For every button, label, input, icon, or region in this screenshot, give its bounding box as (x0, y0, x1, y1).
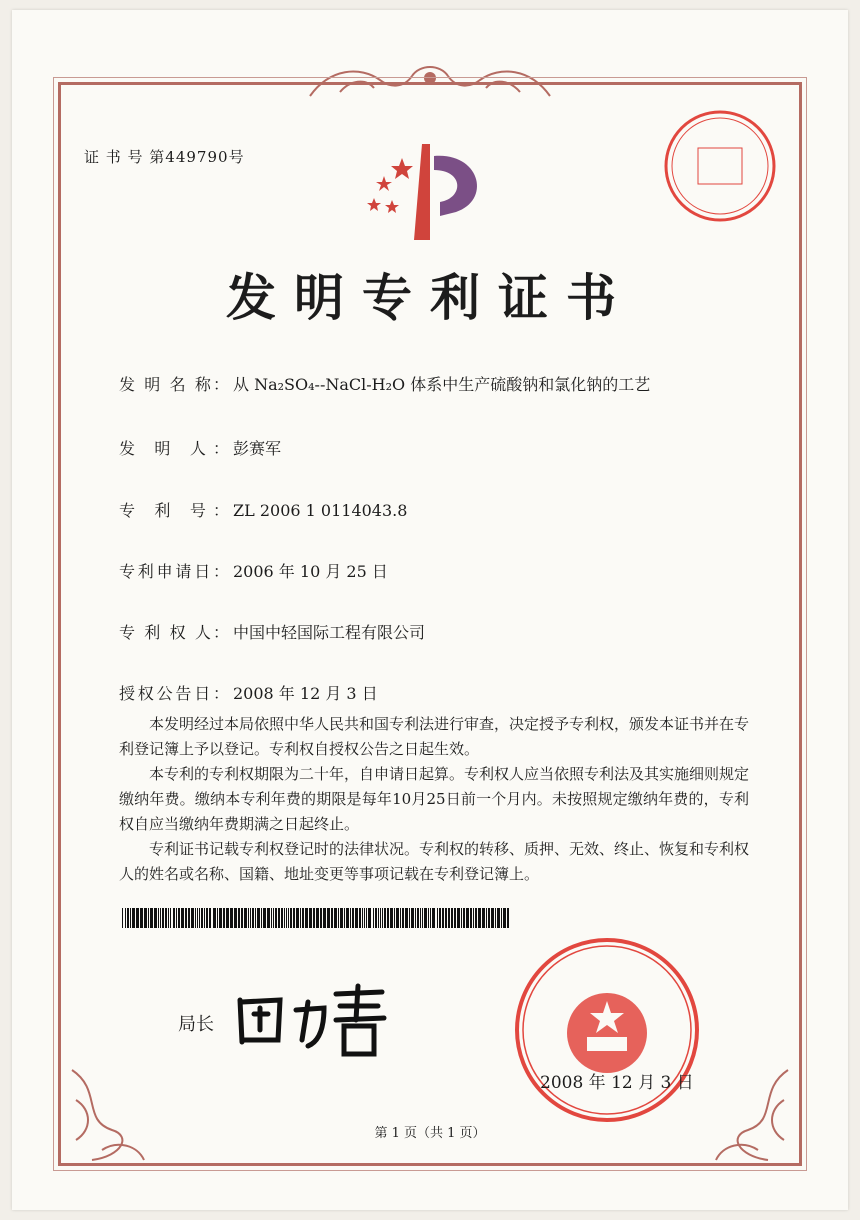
page-number: 第 1 页（共 1 页） (374, 1126, 486, 1141)
body-paragraph: 本发明经过本局依照中华人民共和国专利法进行审查，决定授予专利权，颁发本证书并在专利登记簿上予以登记。专利权自授权公告之日起生效。 (119, 715, 750, 758)
body-paragraph: 本专利的专利权期限为二十年，自申请日起算。专利权人应当依照专利法及其实施细则规定缴纳年费。缴纳本专利年费的期限是每年10月25日前一个月内。未按照规定缴纳年费的，专利权自应当缴纳年费期满之日起终止。 (119, 765, 750, 833)
field-invention-name (119, 372, 650, 395)
field-label: 专 利 号： (119, 501, 229, 520)
seal-emblem (512, 935, 702, 1125)
field-label: 发 明 名 称： (119, 375, 229, 394)
field-label: 专利申请日： (119, 562, 229, 581)
field-label: 发 明 人： (119, 439, 229, 458)
field-inventor (119, 436, 281, 459)
field-label: 专 利 权 人： (119, 623, 229, 642)
patent-office-logo (360, 140, 500, 245)
stamp-tax (662, 108, 778, 224)
certificate-number: 证 书 号 第449790号 (84, 148, 245, 166)
field-value: 彭赛军 (233, 439, 282, 458)
issue-date: 2008 年 12 月 3 日 (540, 1073, 694, 1093)
field-patentee (119, 620, 425, 643)
field-value: 从 Na₂SO₄--NaCl-H₂O 体系中生产硫酸钠和氯化钠的工艺 (233, 375, 651, 394)
director-label: 局长 (178, 1014, 214, 1035)
field-value: ZL 2006 1 0114043.8 (233, 501, 408, 520)
field-value: 2006 年 10 月 25 日 (233, 562, 388, 581)
field-grant-date (119, 681, 378, 704)
field-value: 2008 年 12 月 3 日 (233, 684, 378, 703)
body-paragraph: 专利证书记载专利权登记时的法律状况。专利权的转移、质押、无效、终止、恢复和专利权人的姓名或名称、国籍、地址变更等事项记载在专利登记簿上。 (119, 840, 750, 883)
field-value: 中国中轻国际工程有限公司 (233, 623, 426, 642)
barcode (122, 908, 510, 928)
field-application-date (119, 559, 388, 582)
certificate-body (119, 712, 749, 887)
field-patent-number (119, 498, 407, 521)
certificate-title: 发明专利证书 (226, 268, 634, 327)
director-signature (232, 980, 392, 1060)
field-label: 授权公告日： (119, 684, 229, 703)
